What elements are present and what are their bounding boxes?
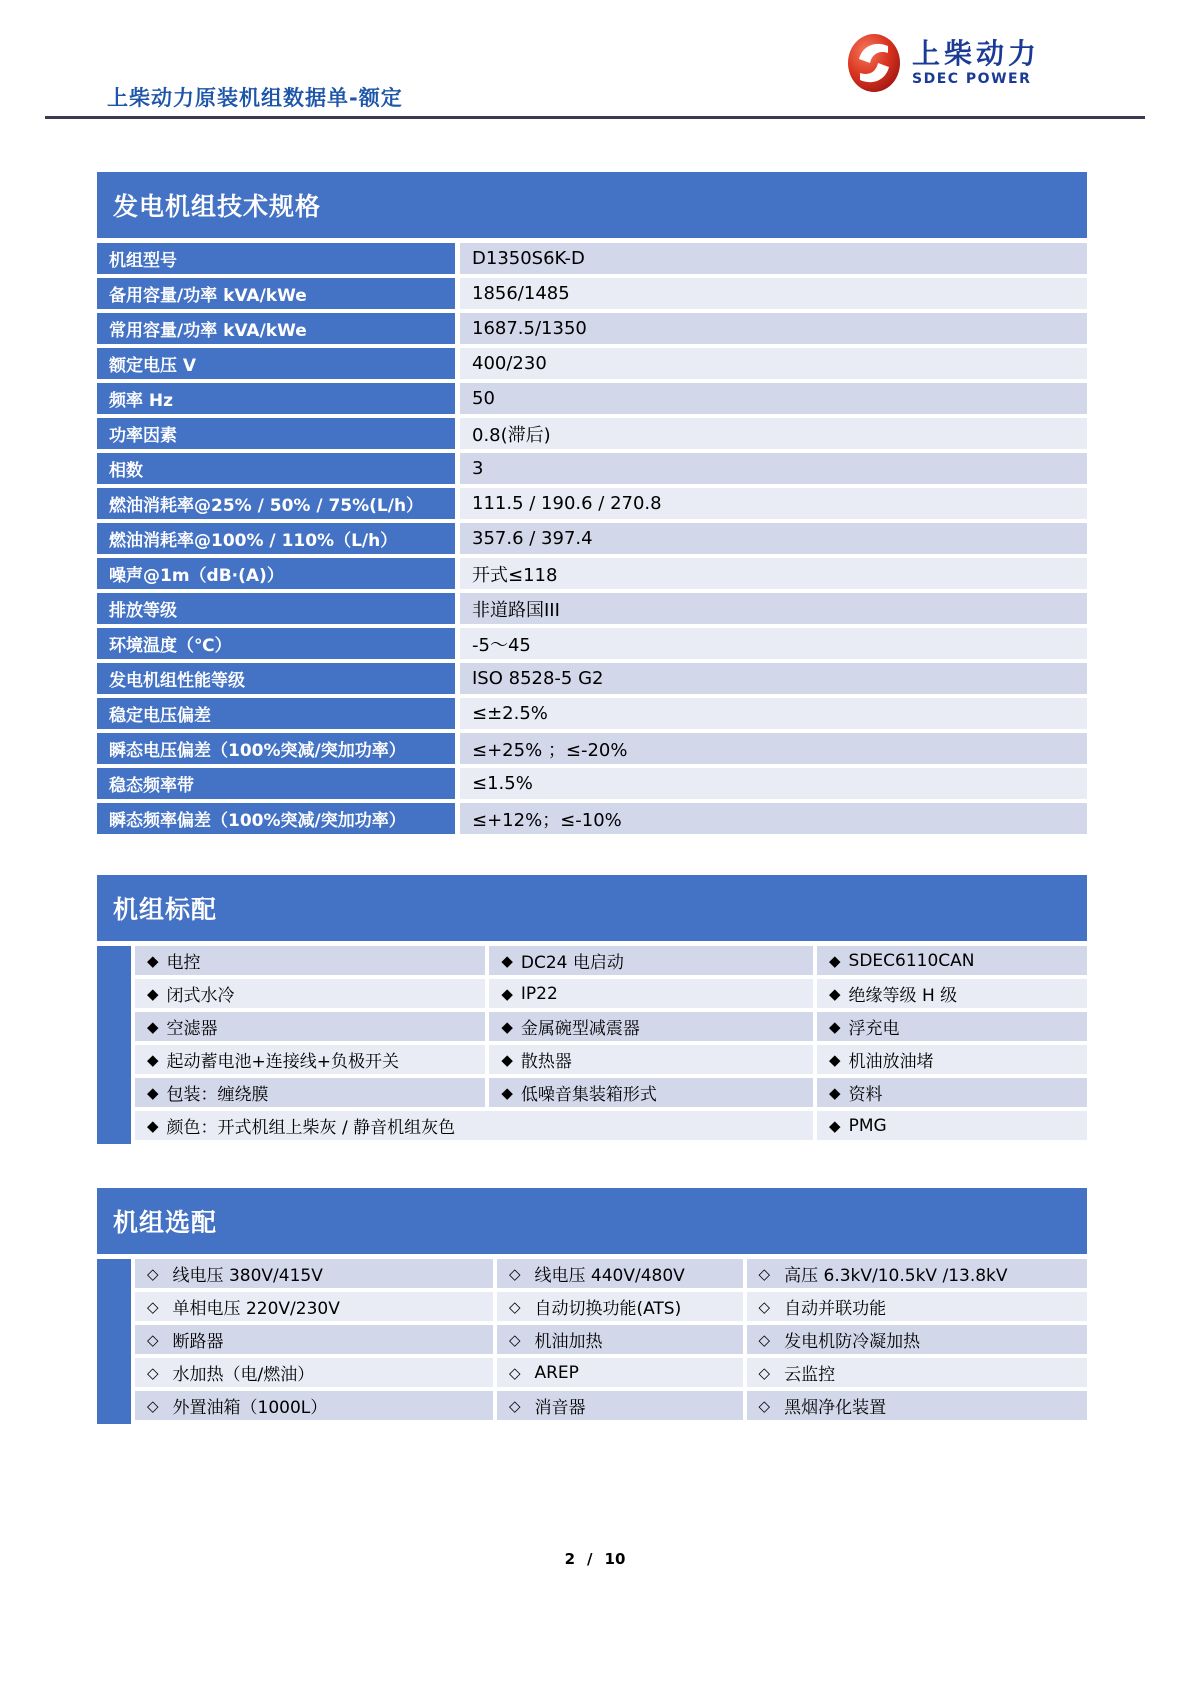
spec-label: 燃油消耗率@100% / 110%（L/h）: [97, 523, 455, 554]
diamond-icon: ◆: [829, 951, 841, 970]
config-item: [817, 946, 1087, 975]
spec-label: 稳态频率带: [97, 768, 455, 799]
sdec-logo-icon: [846, 32, 902, 94]
diamond-icon: ◆: [147, 1083, 159, 1102]
config-item-label: 单相电压 220V/230V: [172, 1299, 340, 1319]
optional-config-table: [97, 1259, 1087, 1424]
spec-label: 噪声@1m（dB·(A)）: [97, 558, 455, 589]
config-item: [135, 1045, 485, 1074]
spec-value: 0.8(滞后): [460, 418, 1087, 449]
diamond-outline-icon: ◇: [147, 1264, 159, 1283]
spec-value: ISO 8528-5 G2: [460, 663, 1087, 694]
diamond-icon: ◆: [147, 1116, 159, 1135]
config-item: [135, 1259, 493, 1288]
diamond-outline-icon: ◇: [508, 1264, 521, 1283]
spec-label: 功率因素: [97, 418, 455, 449]
config-item-label: 散热器: [520, 1052, 572, 1072]
diamond-icon: ◆: [501, 1050, 513, 1069]
config-item: [747, 1292, 1087, 1321]
table-row: [97, 628, 1087, 659]
spec-value: 开式≤118: [460, 558, 1087, 589]
config-item: [489, 946, 813, 975]
page-number-separator: /: [587, 1550, 593, 1568]
table-row: [97, 453, 1087, 484]
table-row: [135, 979, 1087, 1008]
spec-value: 3: [460, 453, 1087, 484]
diamond-outline-icon: ◇: [508, 1363, 521, 1382]
diamond-outline-icon: ◇: [147, 1330, 159, 1349]
spec-value: D1350S6K-D: [460, 243, 1087, 274]
optional-config-title: 机组选配: [113, 1208, 218, 1237]
config-item: [747, 1325, 1087, 1354]
table-row: [97, 383, 1087, 414]
config-item: [489, 1078, 813, 1107]
table-row: [135, 1358, 1087, 1387]
config-item-label: 云监控: [784, 1365, 836, 1385]
total-pages: 10: [604, 1550, 626, 1568]
diamond-outline-icon: ◇: [508, 1396, 521, 1415]
config-item-label: 浮充电: [848, 1019, 900, 1039]
config-item-label: 自动切换功能(ATS): [534, 1299, 682, 1319]
spec-label: 额定电压 V: [97, 348, 455, 379]
spec-value: 1687.5/1350: [460, 313, 1087, 344]
config-item-label: 自动并联功能: [784, 1299, 887, 1319]
diamond-outline-icon: ◇: [508, 1297, 521, 1316]
config-item-label: SDEC6110CAN: [848, 950, 975, 971]
diamond-icon: ◆: [501, 1017, 513, 1036]
table-row: [97, 488, 1087, 519]
config-item-label: 机油放油堵: [848, 1052, 934, 1072]
spec-value: -5～45: [460, 628, 1087, 659]
table-row: [97, 278, 1087, 309]
diamond-icon: ◆: [829, 1050, 841, 1069]
config-item: [747, 1358, 1087, 1387]
config-item-label: 断路器: [172, 1332, 224, 1352]
page-title: 上柴动力原装机组数据单-额定: [107, 86, 403, 110]
config-item: [747, 1391, 1087, 1420]
config-item: [497, 1292, 743, 1321]
spec-value: 400/230: [460, 348, 1087, 379]
standard-config-title: 机组标配: [113, 895, 218, 924]
diamond-icon: ◆: [829, 1116, 841, 1135]
table-row: [97, 768, 1087, 799]
diamond-icon: ◆: [829, 984, 841, 1003]
config-item-label: 空滤器: [166, 1019, 218, 1039]
config-item: [497, 1259, 743, 1288]
config-item: [135, 1111, 813, 1140]
config-item-label: 机油加热: [534, 1332, 603, 1352]
config-item: [817, 1012, 1087, 1041]
spec-value: 50: [460, 383, 1087, 414]
spec-value: 非道路国III: [460, 593, 1087, 624]
config-item: [135, 979, 485, 1008]
config-item-label: DC24 电启动: [520, 953, 624, 973]
header-divider: [45, 116, 1145, 119]
table-row: [97, 803, 1087, 834]
table-row: [97, 593, 1087, 624]
spec-section-header: [97, 172, 1087, 238]
config-item-label: 水加热（电/燃油）: [172, 1365, 315, 1385]
diamond-icon: ◆: [829, 1017, 841, 1036]
table-row: [135, 1111, 1087, 1140]
diamond-outline-icon: ◇: [758, 1363, 771, 1382]
spec-section-title: 发电机组技术规格: [113, 192, 322, 221]
table-row: [135, 946, 1087, 975]
config-item-label: PMG: [848, 1115, 887, 1136]
config-item: [497, 1391, 743, 1420]
spec-value: 1856/1485: [460, 278, 1087, 309]
diamond-outline-icon: ◇: [147, 1363, 159, 1382]
spec-label: 相数: [97, 453, 455, 484]
table-row: [97, 418, 1087, 449]
config-item-label: 发电机防冷凝加热: [784, 1332, 921, 1352]
config-item-label: 闭式水冷: [166, 986, 235, 1006]
config-item-label: 线电压 380V/415V: [172, 1266, 323, 1286]
config-item-label: 高压 6.3kV/10.5kV /13.8kV: [784, 1266, 1008, 1286]
diamond-outline-icon: ◇: [758, 1297, 771, 1316]
sdec-logo: [846, 32, 1040, 94]
page-number: 2: [564, 1550, 576, 1568]
config-item-label: IP22: [520, 983, 558, 1004]
diamond-icon: ◆: [501, 984, 513, 1003]
config-item: [489, 1045, 813, 1074]
table-row: [97, 523, 1087, 554]
table-row: [97, 243, 1087, 274]
config-item: [135, 1358, 493, 1387]
diamond-icon: ◆: [147, 1017, 159, 1036]
spec-value: ≤+12%；≤-10%: [460, 803, 1087, 834]
config-item: [135, 1325, 493, 1354]
config-item: [489, 1012, 813, 1041]
config-item-label: 金属碗型减震器: [520, 1019, 640, 1039]
spec-value: 111.5 / 190.6 / 270.8: [460, 488, 1087, 519]
config-item: [135, 1012, 485, 1041]
table-row: [97, 558, 1087, 589]
config-item-label: 黑烟净化装置: [784, 1398, 887, 1418]
table-row: [135, 1325, 1087, 1354]
diamond-outline-icon: ◇: [147, 1396, 159, 1415]
spec-label: 发电机组性能等级: [97, 663, 455, 694]
diamond-outline-icon: ◇: [758, 1264, 771, 1283]
config-item-label: 消音器: [534, 1398, 586, 1418]
table-row: [135, 1012, 1087, 1041]
table-row: [135, 1391, 1087, 1420]
diamond-outline-icon: ◇: [147, 1297, 159, 1316]
config-item-label: 线电压 440V/480V: [534, 1266, 685, 1286]
config-item: [817, 1045, 1087, 1074]
table-row: [97, 733, 1087, 764]
spec-table: [97, 243, 1087, 834]
diamond-icon: ◆: [147, 1050, 159, 1069]
spec-label: 稳定电压偏差: [97, 698, 455, 729]
section-side-strip: [97, 1259, 131, 1424]
spec-label: 备用容量/功率 kVA/kWe: [97, 278, 455, 309]
diamond-icon: ◆: [501, 1083, 513, 1102]
table-row: [97, 663, 1087, 694]
config-item-label: 电控: [166, 953, 201, 973]
config-item-label: AREP: [534, 1362, 579, 1383]
table-row: [135, 1078, 1087, 1107]
config-item-label: 起动蓄电池+连接线+负极开关: [166, 1052, 400, 1072]
spec-value: ≤1.5%: [460, 768, 1087, 799]
standard-config-table: [97, 946, 1087, 1144]
section-side-strip: [97, 946, 131, 1144]
config-item: [497, 1325, 743, 1354]
spec-label: 排放等级: [97, 593, 455, 624]
config-item: [135, 1292, 493, 1321]
spec-label: 瞬态电压偏差（100%突减/突加功率）: [97, 733, 455, 764]
spec-label: 机组型号: [97, 243, 455, 274]
config-item-label: 资料: [848, 1085, 883, 1105]
table-row: [97, 698, 1087, 729]
config-item: [497, 1358, 743, 1387]
table-row: [135, 1045, 1087, 1074]
config-item: [135, 946, 485, 975]
diamond-outline-icon: ◇: [758, 1396, 771, 1415]
table-row: [97, 313, 1087, 344]
diamond-icon: ◆: [501, 951, 513, 970]
table-row: [135, 1292, 1087, 1321]
diamond-outline-icon: ◇: [758, 1330, 771, 1349]
sdec-logo-text: [912, 39, 1040, 86]
config-item: [817, 1078, 1087, 1107]
diamond-outline-icon: ◇: [508, 1330, 521, 1349]
table-row: [97, 348, 1087, 379]
optional-config-header: [97, 1188, 1087, 1254]
config-item: [489, 979, 813, 1008]
config-item-label: 绝缘等级 H 级: [848, 986, 958, 1006]
config-item-label: 颜色：开式机组上柴灰 / 静音机组灰色: [166, 1118, 456, 1138]
config-item-label: 外置油箱（1000L）: [172, 1398, 328, 1418]
spec-label: 环境温度（℃）: [97, 628, 455, 659]
config-item-label: 包装：缠绕膜: [166, 1085, 269, 1105]
table-row: [135, 1259, 1087, 1288]
spec-value: ≤±2.5%: [460, 698, 1087, 729]
config-item: [817, 1111, 1087, 1140]
spec-value: ≤+25% ；≤-20%: [460, 733, 1087, 764]
spec-label: 频率 Hz: [97, 383, 455, 414]
standard-config-header: [97, 875, 1087, 941]
config-item: [747, 1259, 1087, 1288]
config-item: [135, 1078, 485, 1107]
config-item: [817, 979, 1087, 1008]
spec-label: 瞬态频率偏差（100%突减/突加功率）: [97, 803, 455, 834]
logo-brand-en: SDEC POWER: [911, 70, 1032, 87]
spec-value: 357.6 / 397.4: [460, 523, 1087, 554]
config-item: [135, 1391, 493, 1420]
config-item-label: 低噪音集装箱形式: [520, 1085, 657, 1105]
diamond-icon: ◆: [147, 951, 159, 970]
spec-label: 常用容量/功率 kVA/kWe: [97, 313, 455, 344]
page-footer: [0, 1550, 1190, 1568]
page-content: [97, 172, 1087, 1424]
spec-label: 燃油消耗率@25% / 50% / 75%(L/h）: [97, 488, 455, 519]
diamond-icon: ◆: [147, 984, 159, 1003]
logo-brand-cn: 上柴动力: [911, 37, 1040, 71]
diamond-icon: ◆: [829, 1083, 841, 1102]
